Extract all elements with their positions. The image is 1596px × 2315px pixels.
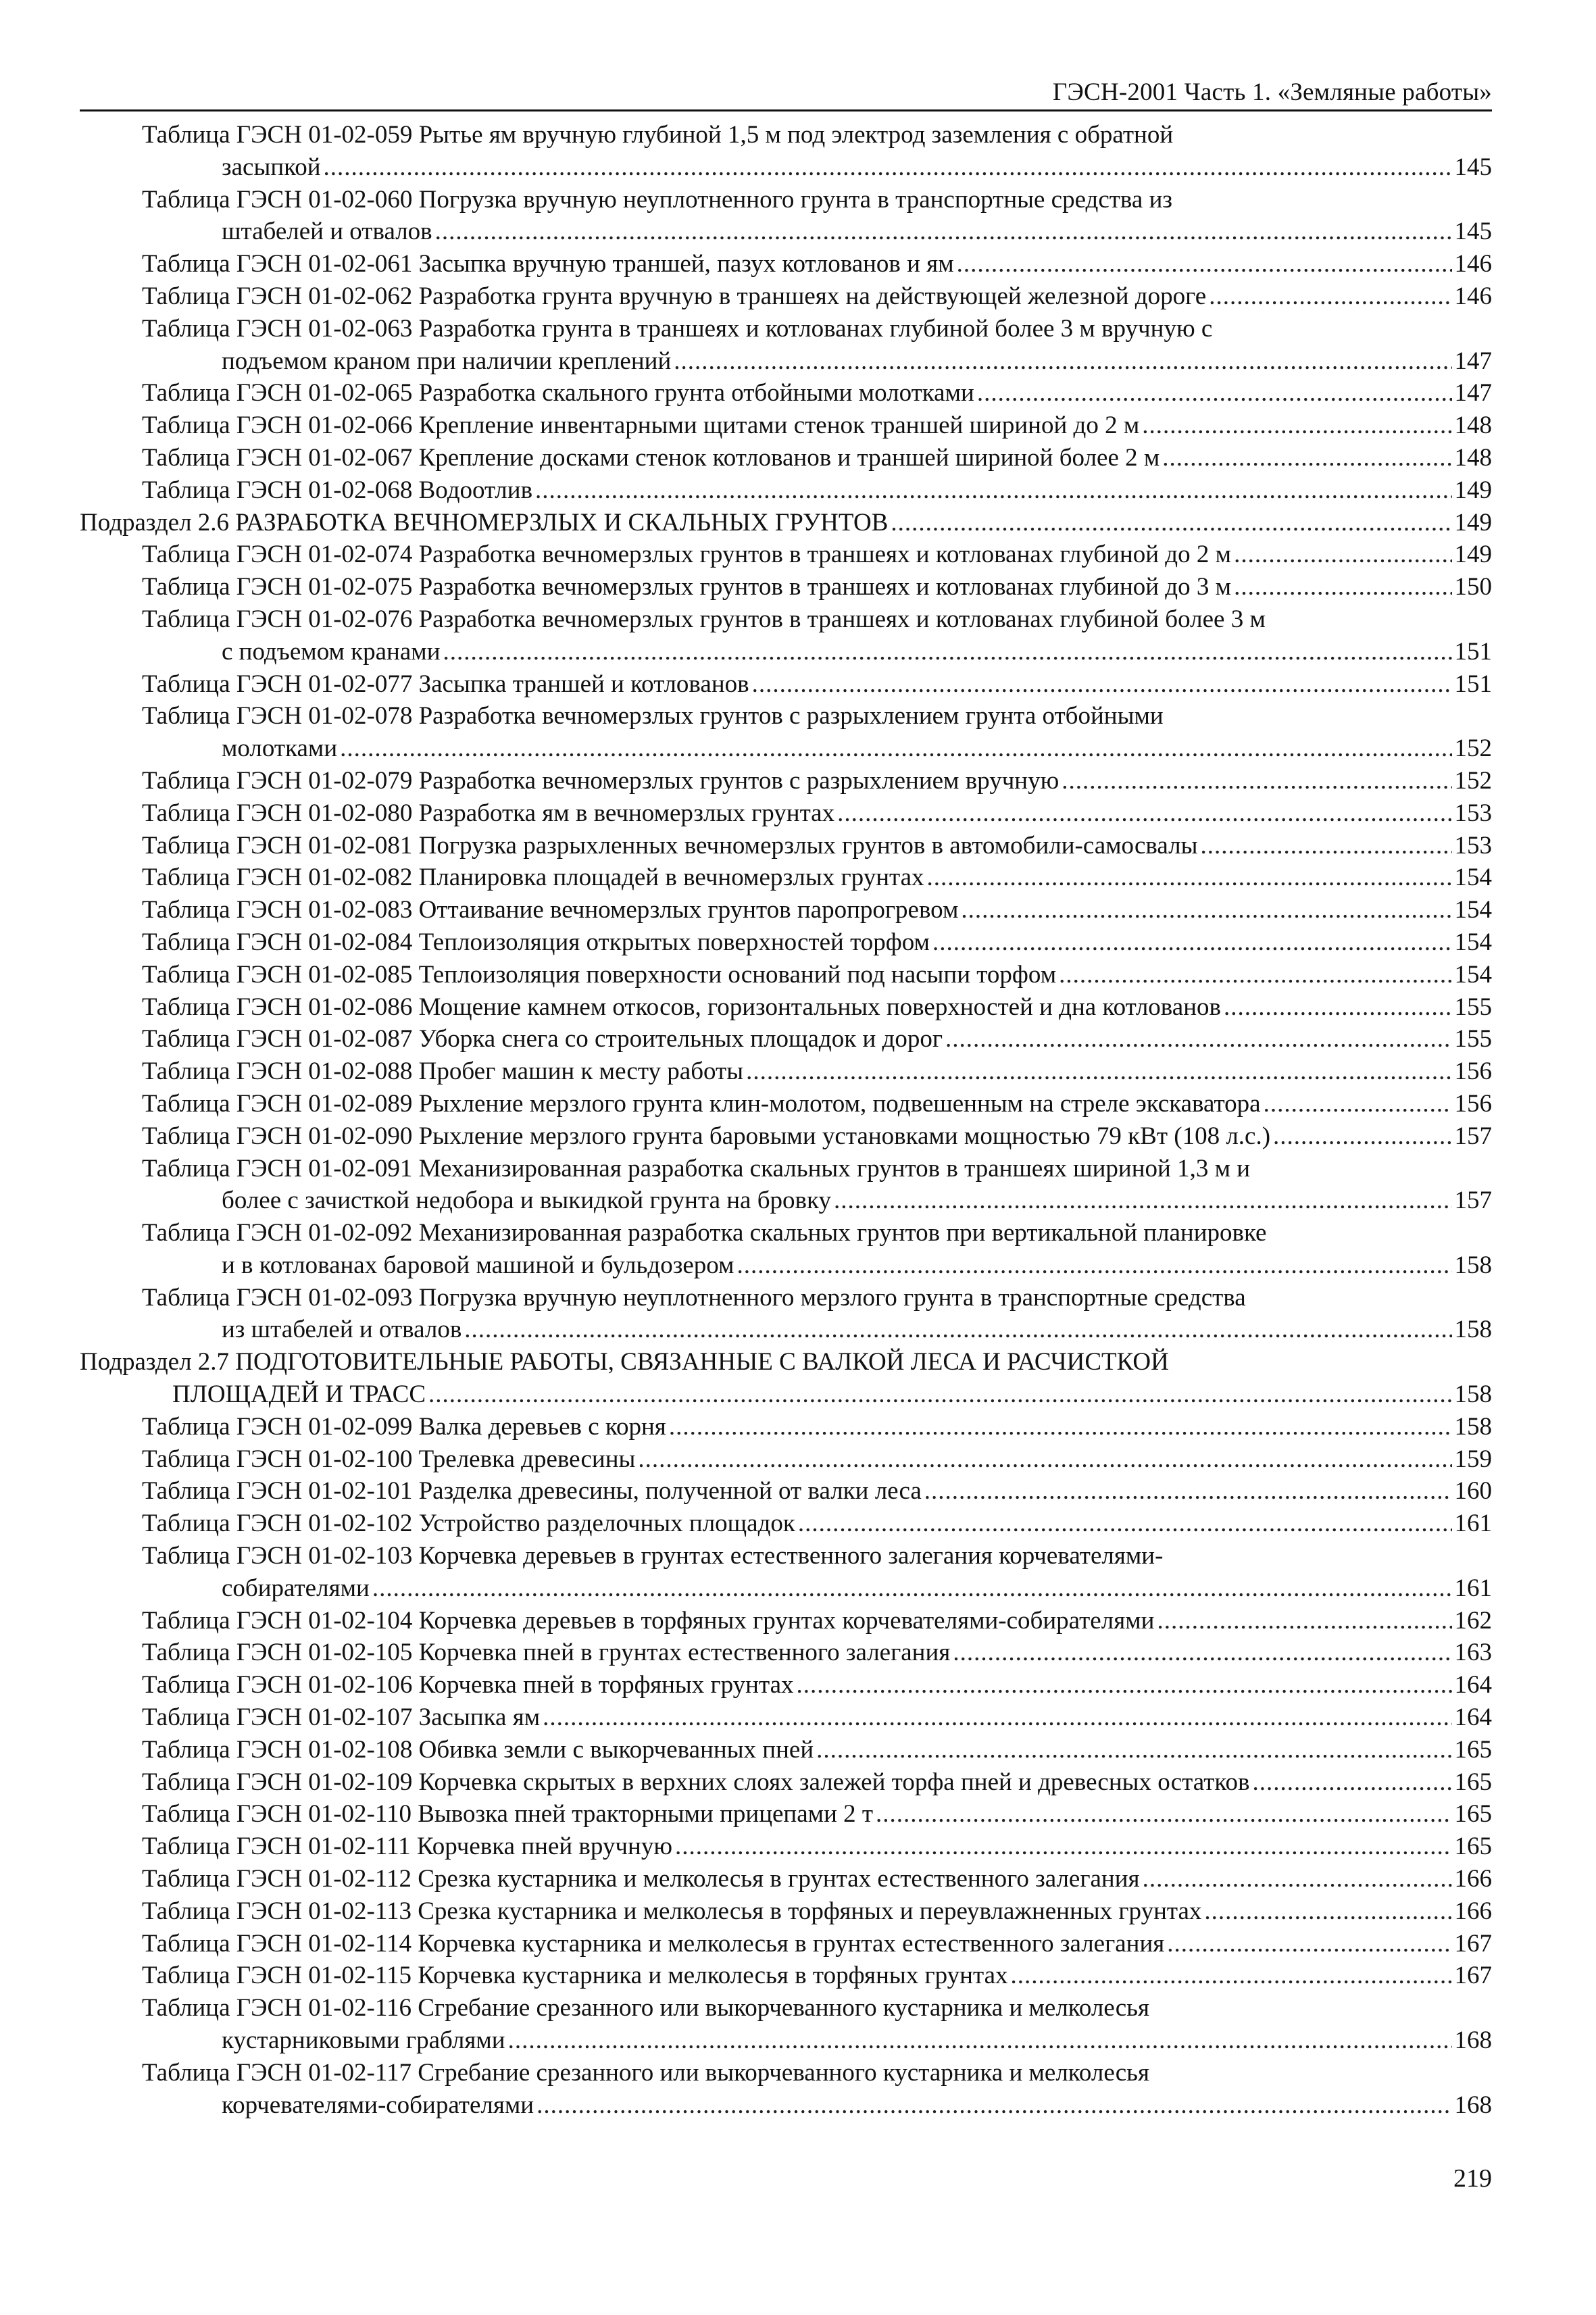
toc-page-number: 154 [1454,960,1492,989]
toc-page-number: 157 [1454,1122,1492,1150]
dot-leader [435,216,1452,248]
toc-entry-title: Подраздел 2.6 РАЗРАБОТКА ВЕЧНОМЕРЗЛЫХ И СКАЛЬНЫХ ГРУНТОВ [80,508,889,537]
toc-page-number: 164 [1454,1671,1492,1699]
toc-entry-title-line: Таблица ГЭСН 01-02-063 Разработка грунта в траншеях и котлованах глубиной более 3 м вручную с [142,314,1213,343]
toc-page-number: 154 [1454,928,1492,956]
page-number: 219 [1453,2164,1492,2193]
dot-leader [1204,1895,1451,1928]
toc-table-entry[interactable] [80,119,1492,184]
toc-table-entry[interactable] [80,1605,1492,1637]
toc-entry-line [142,1895,1492,1928]
toc-entry-title: и в котлованах баровой машиной и бульдозером [222,1251,734,1279]
toc-entry-title: Таблица ГЭСН 01-02-108 Обивка земли с выкорчеванных пней [142,1735,814,1764]
toc-table-entry[interactable] [80,603,1492,668]
toc-page-number: 152 [1454,735,1492,763]
toc-table-entry[interactable] [80,862,1492,894]
toc-table-entry[interactable] [80,1540,1492,1605]
dot-leader [428,1378,1451,1411]
dot-leader [372,1572,1452,1605]
toc-entry-title: Таблица ГЭСН 01-02-085 Теплоизоляция поверхности оснований под насыпи торфом [142,960,1057,989]
dot-leader [1252,1766,1451,1799]
toc-table-entry[interactable] [80,1153,1492,1218]
toc-page-number: 159 [1454,1445,1492,1473]
toc-entry-title: Таблица ГЭСН 01-02-081 Погрузка разрыхленных вечномерзлых грунтов в автомобили-самосвалы [142,831,1198,860]
toc-page-number: 146 [1454,282,1492,310]
toc-entry-title: с подъемом кранами [222,637,441,666]
toc-entry-line [142,1088,1492,1120]
dot-leader [1200,830,1451,862]
toc-entry-line [142,1637,1492,1669]
toc-table-entry[interactable] [80,797,1492,830]
toc-entry-title: Таблица ГЭСН 01-02-082 Планировка площадей в вечномерзлых грунтах [142,864,924,892]
toc-page-number: 145 [1454,153,1492,181]
toc-entry-line [142,151,1492,184]
toc-page-number: 166 [1454,1865,1492,1893]
toc-entry-title: Таблица ГЭСН 01-02-077 Засыпка траншей и котлованов [142,670,749,698]
dot-leader [977,377,1452,409]
dot-leader [891,507,1451,539]
toc-entry-line [142,1249,1492,1282]
toc-entry-title-line: Подраздел 2.7 ПОДГОТОВИТЕЛЬНЫЕ РАБОТЫ, СВЯЗАННЫЕ С ВАЛКОЙ ЛЕСА И РАСЧИСТКОЙ [80,1348,1169,1376]
toc-entry-title: Таблица ГЭСН 01-02-089 Рыхление мерзлого грунта клин-молотом, подвешенным на стреле экскаватора [142,1089,1261,1118]
toc-entry-title: Таблица ГЭСН 01-02-086 Мощение камнем откосов, горизонтальных поверхностей и дна котлованов [142,993,1221,1021]
toc-table-entry[interactable] [80,1701,1492,1734]
toc-entry-line [142,959,1492,991]
toc-entry-line [142,280,1492,313]
toc-page-number: 150 [1454,573,1492,601]
toc-entry-line [142,474,1492,507]
toc-table-entry[interactable] [80,313,1492,378]
toc-page-number: 147 [1454,379,1492,407]
toc-entry-line [142,1443,1492,1476]
toc-entry-title: Таблица ГЭСН 01-02-061 Засыпка вручную траншей, пазух котлованов и ям [142,250,954,278]
dot-leader [535,474,1451,507]
toc-entry-title: Таблица ГЭСН 01-02-074 Разработка вечномерзлых грунтов в траншеях и котлованах глубиной до 2 м [142,541,1232,569]
toc-page-number: 168 [1454,2026,1492,2055]
toc-table-entry[interactable] [80,1992,1492,2057]
toc-entry-line [142,991,1492,1024]
toc-entry-title: Таблица ГЭСН 01-02-099 Валка деревьев с корня [142,1412,666,1441]
toc-page-number: 163 [1454,1639,1492,1667]
dot-leader [638,1443,1451,1476]
toc-page-number: 153 [1454,831,1492,860]
toc-page-number: 165 [1454,1768,1492,1796]
toc-entry-title: Таблица ГЭСН 01-02-109 Корчевка скрытых в верхних слоях залежей торфа пней и древесных остатков [142,1768,1250,1796]
dot-leader [543,1701,1451,1734]
toc-entry-title: Таблица ГЭСН 01-02-067 Крепление досками стенок котлованов и траншей шириной более 2 м [142,443,1160,472]
toc-page-number: 153 [1454,799,1492,827]
toc-page-number: 151 [1454,670,1492,698]
toc-table-entry[interactable] [80,1669,1492,1701]
toc-entry-line [142,409,1492,442]
toc-table-entry[interactable] [80,474,1492,507]
dot-leader [1209,280,1451,313]
toc-entry-title: Таблица ГЭСН 01-02-088 Пробег машин к месту работы [142,1057,744,1086]
running-header [80,68,1492,111]
toc-page-number: 155 [1454,1025,1492,1053]
toc-table-entry[interactable] [80,1023,1492,1055]
toc-entry-line [142,830,1492,862]
toc-entry-line [142,248,1492,280]
dot-leader [737,1249,1451,1282]
toc-entry-title-line: Таблица ГЭСН 01-02-091 Механизированная разработка скальных грунтов в траншеях шириной 1,3 м и [142,1154,1251,1183]
toc-page-number: 156 [1454,1089,1492,1118]
dot-leader [957,248,1452,280]
toc-table-entry[interactable] [80,894,1492,926]
toc-page-number: 165 [1454,1800,1492,1828]
dot-leader [953,1637,1451,1669]
toc-page-number: 154 [1454,896,1492,924]
toc-page-number: 167 [1454,1929,1492,1958]
toc-entry-line [142,377,1492,409]
toc-entry-title: Таблица ГЭСН 01-02-079 Разработка вечномерзлых грунтов с разрыхлением вручную [142,766,1059,795]
toc-table-entry[interactable] [80,1508,1492,1540]
toc-entry-title: Таблица ГЭСН 01-02-106 Корчевка пней в торфяных грунтах [142,1671,794,1699]
toc-entry-line [142,1701,1492,1734]
dot-leader [508,2024,1452,2057]
dot-leader [1162,442,1451,474]
toc-entry-line [142,1928,1492,1960]
toc-page-number: 158 [1454,1316,1492,1344]
toc-entry-title-line: Таблица ГЭСН 01-02-103 Корчевка деревьев в грунтах естественного залегания корчевателями- [142,1542,1164,1570]
toc-entry-line [142,2024,1492,2057]
table-of-contents [80,119,1492,2121]
toc-table-entry[interactable] [80,1928,1492,1960]
toc-table-entry[interactable] [80,248,1492,280]
toc-entry-title: Таблица ГЭСН 01-02-104 Корчевка деревьев в торфяных грунтах корчевателями-собирателями [142,1606,1155,1635]
toc-table-entry[interactable] [80,1831,1492,1863]
toc-table-entry[interactable] [80,830,1492,862]
toc-table-entry[interactable] [80,1960,1492,1992]
toc-entry-line [142,1605,1492,1637]
toc-page-number: 168 [1454,2091,1492,2119]
toc-table-entry[interactable] [80,280,1492,313]
toc-page-number: 146 [1454,250,1492,278]
toc-entry-line [142,1508,1492,1540]
dot-leader [797,1669,1452,1701]
dot-leader [932,926,1452,959]
toc-table-entry[interactable] [80,959,1492,991]
toc-entry-title: корчевателями-собирателями [222,2091,534,2119]
toc-entry-title: Таблица ГЭСН 01-02-065 Разработка скального грунта отбойными молотками [142,379,974,407]
toc-entry-line [142,571,1492,603]
dot-leader [816,1734,1451,1766]
toc-page-number: 158 [1454,1251,1492,1279]
toc-page-number: 167 [1454,1962,1492,1990]
toc-page-number: 148 [1454,443,1492,472]
toc-entry-title: Таблица ГЭСН 01-02-107 Засыпка ям [142,1703,541,1732]
toc-page-number: 152 [1454,766,1492,795]
toc-entry-title-line: Таблица ГЭСН 01-02-092 Механизированная разработка скальных грунтов при вертикальной планировке [142,1219,1267,1247]
dot-leader [752,668,1452,701]
dot-leader [1157,1605,1451,1637]
toc-entry-line [142,1120,1492,1153]
toc-page-number: 154 [1454,864,1492,892]
toc-entry-line [142,732,1492,765]
toc-page-number: 149 [1454,541,1492,569]
toc-entry-line [142,1960,1492,1992]
dot-leader [924,1475,1452,1508]
toc-entry-title: из штабелей и отвалов [222,1316,462,1344]
toc-page-number: 166 [1454,1897,1492,1925]
dot-leader [945,1023,1451,1055]
toc-entry-line [142,345,1492,378]
dot-leader [927,862,1452,894]
toc-table-entry[interactable] [80,184,1492,249]
toc-entry-title: Таблица ГЭСН 01-02-115 Корчевка кустарника и мелколесья в торфяных грунтах [142,1962,1008,1990]
toc-entry-line [142,765,1492,797]
toc-entry-title-line: Таблица ГЭСН 01-02-093 Погрузка вручную неуплотненного мерзлого грунта в транспортные средства [142,1283,1246,1312]
toc-entry-line [142,539,1492,571]
toc-entry-title: Таблица ГЭСН 01-02-062 Разработка грунта вручную в траншеях на действующей железной дороге [142,282,1207,310]
toc-entry-title: Таблица ГЭСН 01-02-087 Уборка снега со строительных площадок и дорог [142,1025,943,1053]
toc-table-entry[interactable] [80,1895,1492,1928]
toc-entry-line [142,797,1492,830]
toc-entry-title: Таблица ГЭСН 01-02-113 Срезка кустарника и мелколесья в торфяных и переувлажненных грунтах [142,1897,1202,1925]
toc-table-entry[interactable] [80,1411,1492,1443]
toc-page-number: 149 [1454,476,1492,504]
dot-leader [669,1411,1452,1443]
toc-table-entry[interactable] [80,1088,1492,1120]
toc-entry-title-line: Таблица ГЭСН 01-02-116 Сгребание срезанного или выкорчеванного кустарника и мелколесья [142,1994,1150,2022]
running-title: ГЭСН-2001 Часть 1. «Земляные работы» [1052,78,1492,106]
dot-leader [675,1831,1452,1863]
toc-page-number: 161 [1454,1574,1492,1602]
toc-entry-title: Таблица ГЭСН 01-02-102 Устройство разделочных площадок [142,1510,795,1538]
toc-entry-line [80,507,1492,539]
dot-leader [340,732,1451,765]
toc-table-entry[interactable] [80,1055,1492,1088]
toc-page-number: 160 [1454,1477,1492,1505]
toc-entry-line [142,1475,1492,1508]
toc-entry-title-line: Таблица ГЭСН 01-02-060 Погрузка вручную неуплотненного грунта в транспортные средства из [142,185,1173,214]
toc-entry-line [142,862,1492,894]
toc-table-entry[interactable] [80,442,1492,474]
toc-page-number: 145 [1454,218,1492,246]
toc-table-entry[interactable] [80,700,1492,765]
toc-table-entry[interactable] [80,571,1492,603]
toc-table-entry[interactable] [80,1120,1492,1153]
toc-entry-title: Таблица ГЭСН 01-02-105 Корчевка пней в грунтах естественного залегания [142,1639,951,1667]
toc-page-number: 149 [1454,508,1492,537]
toc-table-entry[interactable] [80,668,1492,701]
toc-table-entry[interactable] [80,1217,1492,1282]
toc-page-number: 155 [1454,993,1492,1021]
toc-table-entry[interactable] [80,539,1492,571]
toc-entry-title: засыпкой [222,153,321,181]
toc-entry-title-line: Таблица ГЭСН 01-02-078 Разработка вечномерзлых грунтов с разрыхлением грунта отбойными [142,702,1164,730]
toc-entry-line [142,442,1492,474]
dot-leader [1011,1960,1452,1992]
toc-table-entry[interactable] [80,409,1492,442]
dot-leader [1224,991,1452,1024]
toc-page-number: 156 [1454,1057,1492,1086]
toc-entry-title: Таблица ГЭСН 01-02-066 Крепление инвентарными щитами стенок траншей шириной до 2 м [142,412,1140,440]
toc-entry-line [142,1185,1492,1217]
toc-table-entry[interactable] [80,1766,1492,1799]
toc-table-entry[interactable] [80,1637,1492,1669]
dot-leader [324,151,1452,184]
toc-entry-line [142,1055,1492,1088]
dot-leader [1234,539,1451,571]
toc-entry-title: Таблица ГЭСН 01-02-068 Водоотлив [142,476,533,504]
toc-entry-title: Таблица ГЭСН 01-02-101 Разделка древесины, полученной от валки леса [142,1477,922,1505]
toc-entry-title-line: Таблица ГЭСН 01-02-076 Разработка вечномерзлых грунтов в траншеях и котлованах глубиной более 3 м [142,605,1266,633]
toc-entry-title: Таблица ГЭСН 01-02-100 Трелевка древесины [142,1445,636,1473]
toc-entry-line [142,1669,1492,1701]
dot-leader [537,2089,1451,2122]
toc-entry-line [142,1734,1492,1766]
toc-page-number: 162 [1454,1606,1492,1635]
dot-leader [876,1798,1451,1831]
toc-entry-line [142,2089,1492,2122]
dot-leader [1062,765,1451,797]
toc-page-number: 164 [1454,1703,1492,1732]
toc-entry-line [142,1314,1492,1346]
toc-table-entry[interactable] [80,1798,1492,1831]
toc-page-number: 158 [1454,1380,1492,1409]
toc-entry-line [142,1863,1492,1895]
toc-table-entry[interactable] [80,926,1492,959]
toc-entry-line [142,926,1492,959]
dot-leader [1167,1928,1451,1960]
toc-entry-line [80,1378,1492,1411]
toc-page-number: 158 [1454,1412,1492,1441]
dot-leader [1264,1088,1452,1120]
toc-entry-title: кустарниковыми граблями [222,2026,505,2055]
toc-page-number: 148 [1454,412,1492,440]
dot-leader [1273,1120,1451,1153]
toc-entry-line [142,216,1492,248]
dot-leader [464,1314,1451,1346]
toc-entry-line [142,1572,1492,1605]
toc-entry-title: молотками [222,735,338,763]
toc-entry-line [142,1411,1492,1443]
dot-leader [1142,409,1451,442]
toc-entry-title: Таблица ГЭСН 01-02-083 Оттаивание вечномерзлых грунтов паропрогревом [142,896,959,924]
toc-entry-line [142,636,1492,668]
dot-leader [798,1508,1452,1540]
toc-entry-title: Таблица ГЭСН 01-02-075 Разработка вечномерзлых грунтов в траншеях и котлованах глубиной до 3 м [142,573,1232,601]
toc-page-number: 161 [1454,1510,1492,1538]
toc-table-entry[interactable] [80,991,1492,1024]
toc-entry-line [142,668,1492,701]
dot-leader [443,636,1452,668]
toc-entry-title: ПЛОЩАДЕЙ И ТРАСС [172,1380,426,1409]
toc-table-entry[interactable] [80,765,1492,797]
toc-entry-line [142,1023,1492,1055]
toc-entry-title: собирателями [222,1574,370,1602]
dot-leader [1234,571,1451,603]
toc-subsection-entry[interactable] [80,507,1492,539]
toc-entry-title: более с зачисткой недобора и выкидкой грунта на бровку [222,1187,831,1215]
toc-entry-line [142,1766,1492,1799]
toc-entry-title: Таблица ГЭСН 01-02-110 Вывозка пней тракторными прицепами 2 т [142,1800,874,1828]
dot-leader [674,345,1451,378]
toc-table-entry[interactable] [80,2057,1492,2122]
toc-entry-title: Таблица ГЭСН 01-02-084 Теплоизоляция открытых поверхностей торфом [142,928,930,956]
dot-leader [961,894,1451,926]
toc-page-number: 165 [1454,1833,1492,1861]
toc-page-number: 151 [1454,637,1492,666]
toc-entry-title: подъемом краном при наличии креплений [222,347,672,375]
dot-leader [1059,959,1451,991]
toc-page-number: 157 [1454,1187,1492,1215]
toc-entry-title: Таблица ГЭСН 01-02-090 Рыхление мерзлого грунта баровыми установками мощностью 79 кВт (108 л.с.) [142,1122,1271,1150]
toc-table-entry[interactable] [80,1282,1492,1347]
toc-entry-line [142,1798,1492,1831]
toc-subsection-entry[interactable] [80,1346,1492,1411]
dot-leader [1143,1863,1452,1895]
toc-entry-title: Таблица ГЭСН 01-02-080 Разработка ям в вечномерзлых грунтах [142,799,835,827]
toc-page-number: 165 [1454,1735,1492,1764]
toc-entry-title: Таблица ГЭСН 01-02-112 Срезка кустарника и мелколесья в грунтах естественного залегания [142,1865,1140,1893]
toc-entry-title-line: Таблица ГЭСН 01-02-117 Сгребание срезанного или выкорчеванного кустарника и мелколесья [142,2058,1150,2087]
toc-entry-line [142,894,1492,926]
toc-entry-title: Таблица ГЭСН 01-02-114 Корчевка кустарника и мелколесья в грунтах естественного залегания [142,1929,1165,1958]
toc-table-entry[interactable] [80,1443,1492,1476]
toc-entry-title-line: Таблица ГЭСН 01-02-059 Рытье ям вручную глубиной 1,5 м под электрод заземления с обратной [142,121,1174,149]
dot-leader [837,797,1451,830]
dot-leader [746,1055,1451,1088]
toc-table-entry[interactable] [80,1863,1492,1895]
toc-table-entry[interactable] [80,1734,1492,1766]
dot-leader [834,1185,1452,1217]
toc-entry-title: Таблица ГЭСН 01-02-111 Корчевка пней вручную [142,1833,672,1861]
toc-table-entry[interactable] [80,1475,1492,1508]
toc-entry-title: штабелей и отвалов [222,218,432,246]
toc-page-number: 147 [1454,347,1492,375]
toc-entry-line [142,1831,1492,1863]
toc-table-entry[interactable] [80,377,1492,409]
